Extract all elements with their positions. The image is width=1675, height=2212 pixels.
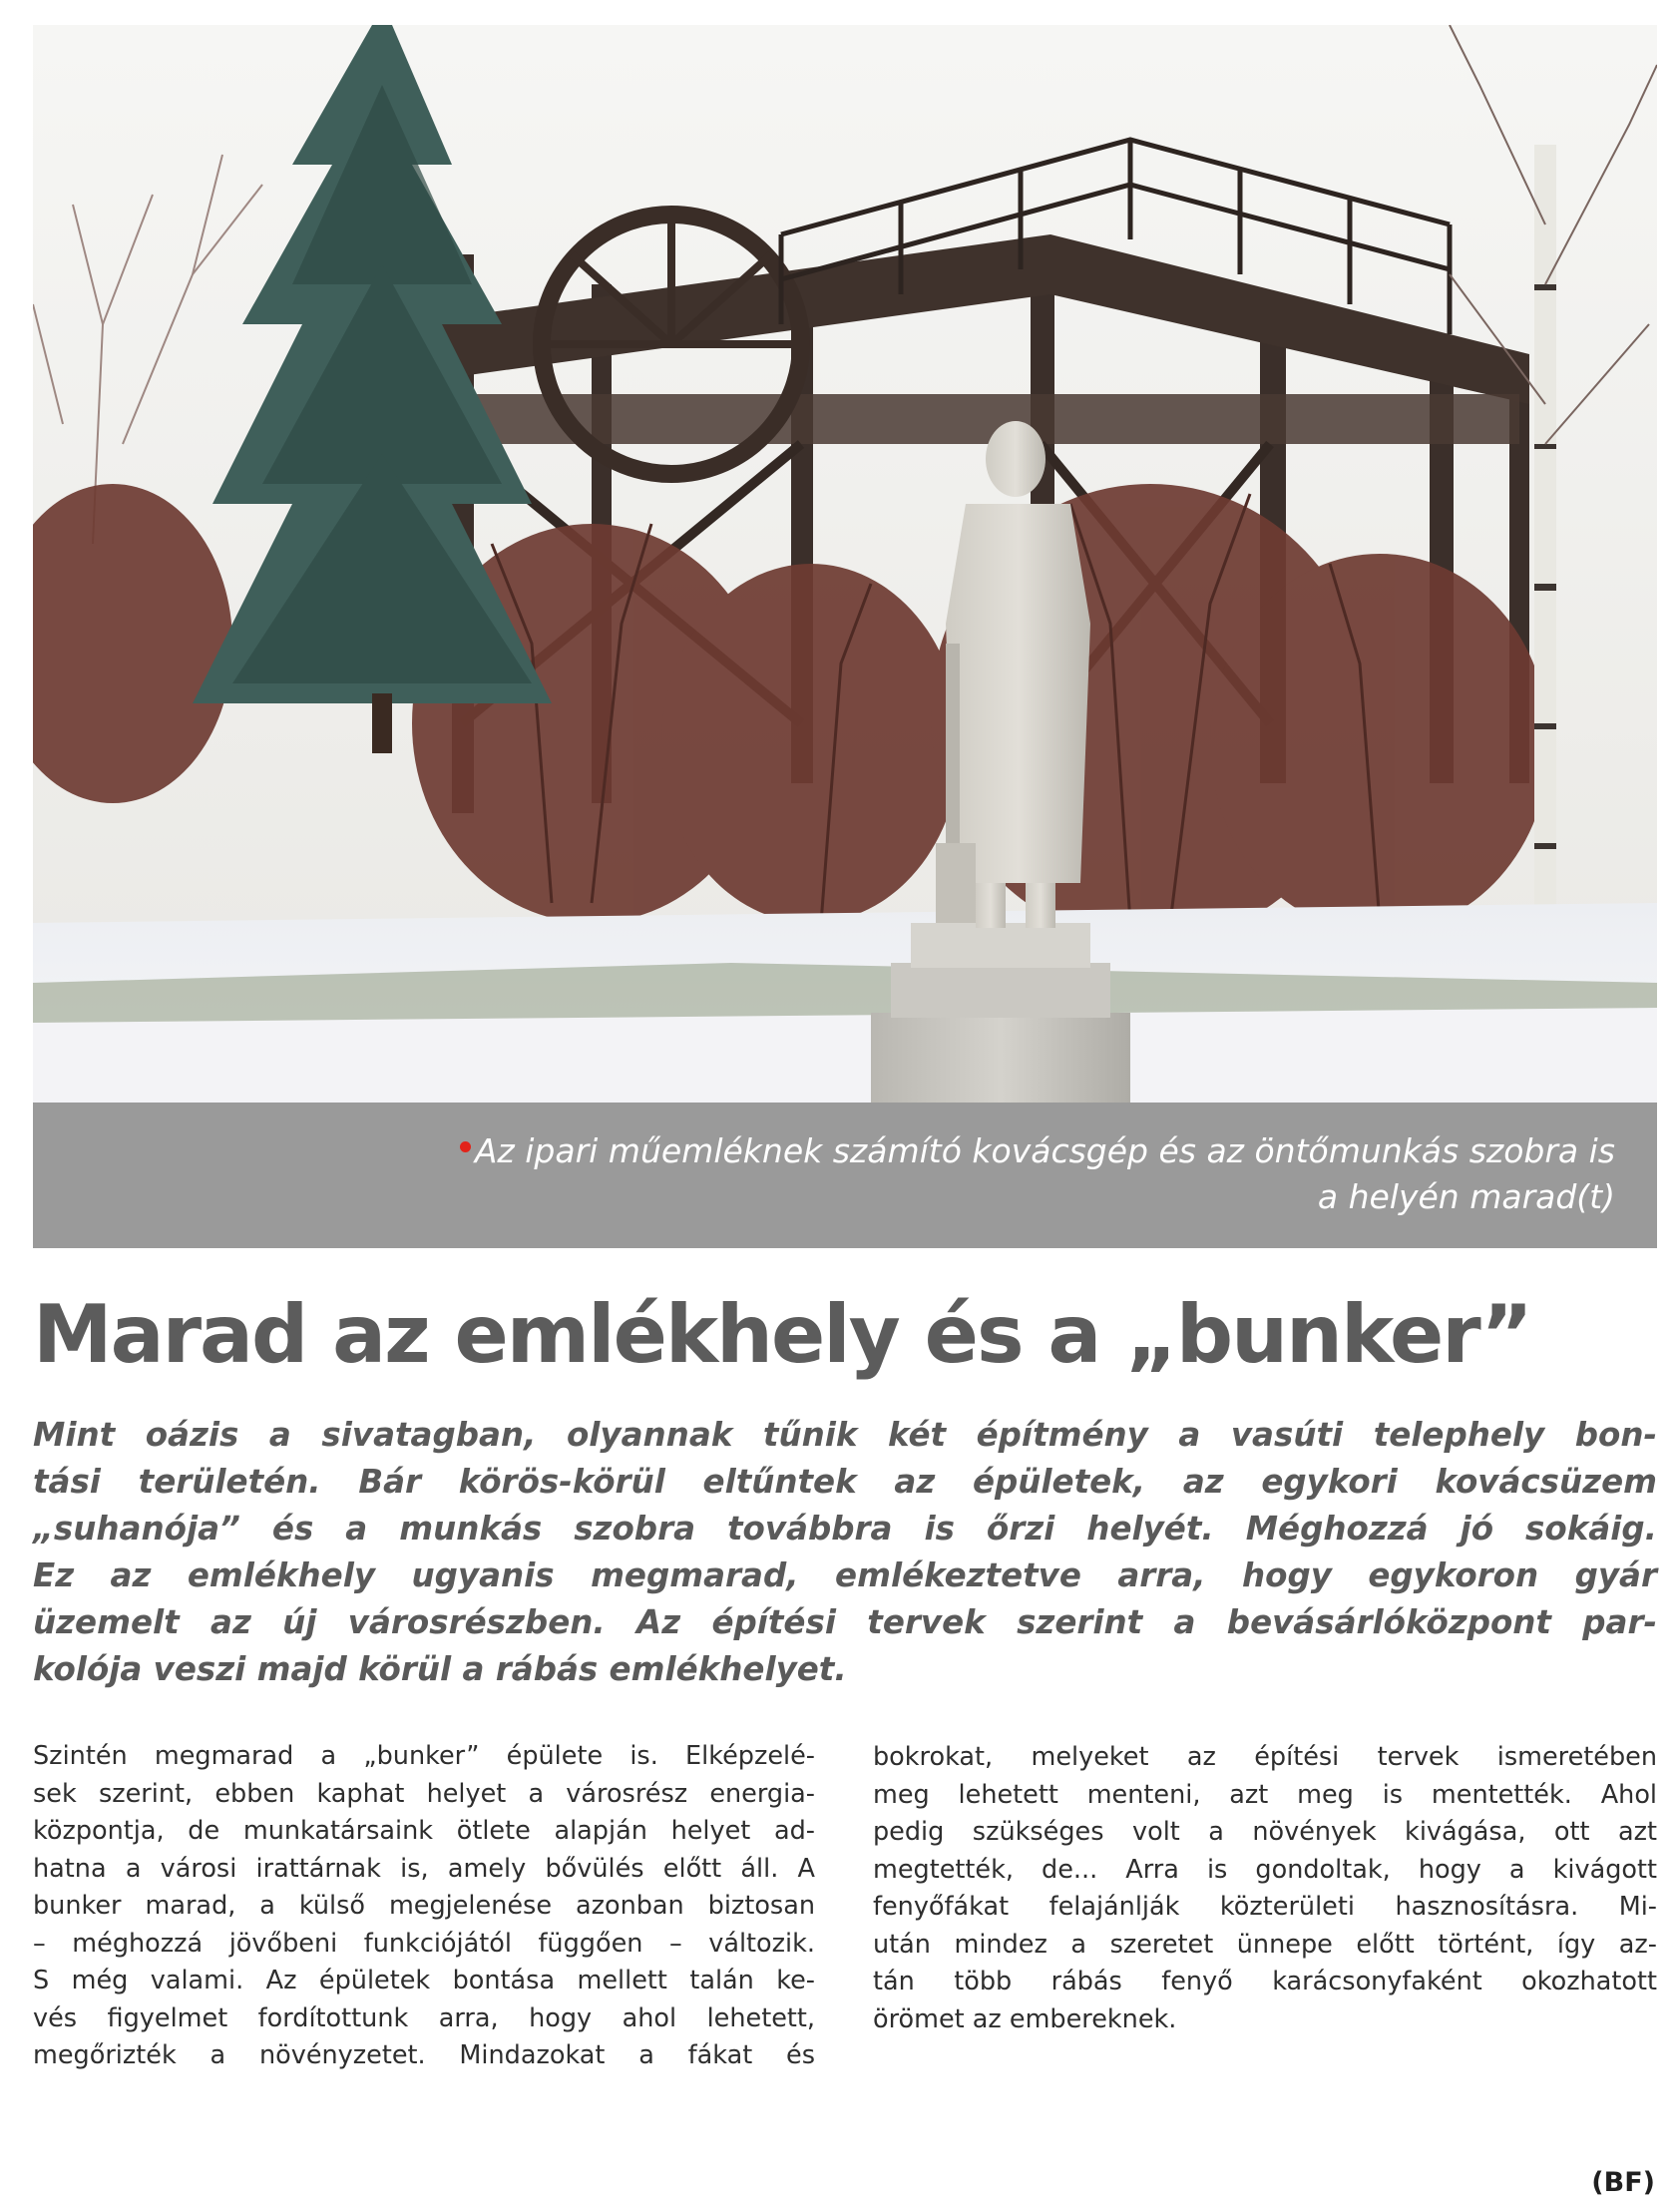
lead-line: Mint oázis a sivatagban, olyannak tűnik két építmény a vasúti telephely bon-	[33, 1416, 1657, 1454]
body-column-right	[873, 1739, 1657, 2038]
lead-line: tási területén. Bár körös-körül eltűntek az épületek, az egykori kovácsüzem	[33, 1463, 1657, 1501]
body-line: megtették, de... Arra is gondoltak, hogy a kivágott	[873, 1854, 1657, 1885]
body-line: – méghozzá jövőbeni funkciójától függően – változik.	[33, 1928, 815, 1959]
body-line: Szintén megmarad a „bunker” épülete is. Elképzelé-	[33, 1741, 815, 1771]
caption-line-2: a helyén marad(t)	[1317, 1177, 1615, 1216]
body-line: sek szerint, ebben kaphat helyet a városrész energia-	[33, 1778, 815, 1809]
lead-line: üzemelt az új városrészben. Az építési tervek szerint a bevásárlóközpont par-	[33, 1603, 1657, 1641]
photo-caption	[33, 1103, 1657, 1248]
body-line: meg lehetett menteni, azt meg is mentették. Ahol	[873, 1779, 1657, 1810]
body-line: után mindez a szeretet ünnepe előtt történt, így az-	[873, 1929, 1657, 1960]
body-line: fenyőfákat felajánlják közterületi hasznosításra. Mi-	[873, 1892, 1657, 1922]
body-line: tán több rábás fenyő karácsonyfaként okozhatott	[873, 1967, 1657, 1996]
body-line: pedig szükséges volt a növények kivágása, ott azt	[873, 1817, 1657, 1847]
article-photo	[33, 25, 1657, 1103]
article-headline: Marad az emlékhely és a „bunker”	[33, 1288, 1531, 1381]
lead-line: Ez az emlékhely ugyanis megmarad, emlékeztetve arra, hogy egykoron gyár	[33, 1556, 1657, 1594]
body-column-left	[33, 1738, 815, 2075]
caption-line-1	[33, 1128, 1615, 1174]
body-line: bokrokat, melyeket az építési tervek ismeretében	[873, 1742, 1657, 1772]
caption-bullet-icon	[460, 1141, 471, 1152]
body-line: bunker marad, a külső megjelenése azonban biztosan	[33, 1891, 815, 1921]
body-line: örömet az embereknek.	[873, 2003, 1177, 2034]
body-line: hatna a városi irattárnak is, amely bővülés előtt áll. A	[33, 1853, 815, 1884]
article-lead	[33, 1412, 1657, 1693]
body-line: vés figyelmet fordítottunk arra, hogy ahol lehetett,	[33, 2002, 815, 2033]
author-byline: (BF)	[1591, 2167, 1655, 2198]
body-line: központja, de munkatársaink ötlete alapján helyet ad-	[33, 1816, 815, 1846]
lead-line: kolója veszi majd körül a rábás emlékhelyet.	[33, 1650, 847, 1688]
body-line: S még valami. Az épületek bontása mellett talán ke-	[33, 1966, 815, 1995]
lead-line: „suhanója” és a munkás szobra továbbra is őrzi helyét. Méghozzá jó sokáig.	[33, 1510, 1657, 1548]
body-line: megőrizték a növényzetet. Mindazokat a fákat és	[33, 2040, 815, 2070]
caption-text-1: Az ipari műemléknek számító kovácsgép és az öntőmunkás szobra is	[474, 1131, 1615, 1170]
